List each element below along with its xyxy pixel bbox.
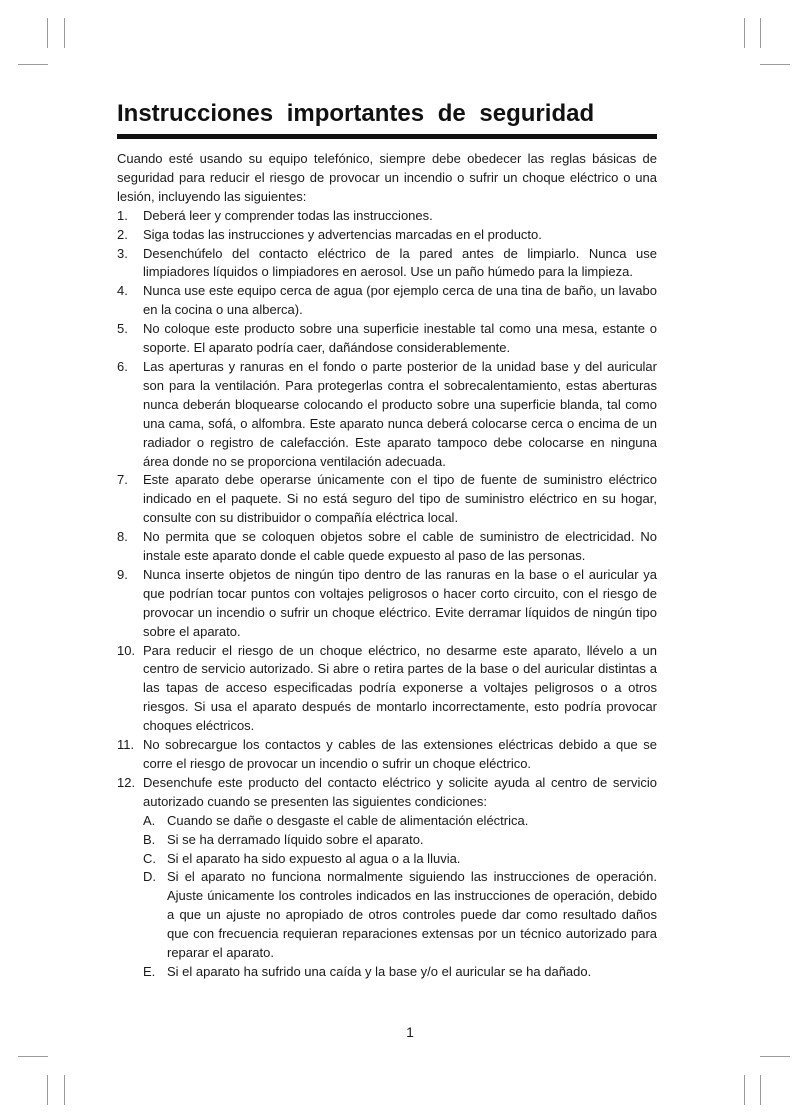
item-text: Desenchufe este producto del contacto eléctrico y solicite ayuda al centro de servicio autorizado cuando se presenten las siguientes condiciones: — [143, 774, 657, 809]
condition-list — [143, 812, 657, 982]
item-number: 8. — [117, 529, 128, 545]
crop-mark — [760, 1075, 761, 1105]
list-item — [117, 320, 657, 358]
crop-mark — [760, 1056, 790, 1057]
item-text: Para reducir el riesgo de un choque eléctrico, no desarme este aparato, llévelo a un centro de servicio autorizado. Si abre o retira partes de la base o del auricular distintas a las tapas de acceso especificadas podría exponerse a voltajes peligrosos o a otros riesgos. Si usa el aparato después de montarlo incorrectamente, esto podría provocar choques eléctricos. — [143, 642, 657, 734]
sub-list-item — [143, 812, 657, 831]
crop-mark — [760, 64, 790, 65]
item-number: 12. — [117, 774, 136, 790]
list-item — [117, 471, 657, 528]
item-number: 5. — [117, 321, 128, 337]
sub-list-item — [143, 963, 657, 982]
list-item — [117, 642, 657, 737]
crop-mark — [744, 1075, 745, 1105]
item-number: 11. — [117, 737, 135, 753]
list-item — [117, 528, 657, 566]
sub-item-text: Cuando se dañe o desgaste el cable de alimentación eléctrica. — [167, 812, 529, 828]
title-underline — [117, 134, 657, 139]
crop-mark — [18, 1056, 48, 1057]
crop-mark — [760, 18, 761, 48]
list-item — [117, 566, 657, 642]
intro-paragraph: Cuando esté usando su equipo telefónico, siempre debe obedecer las reglas básicas de seguridad para reducir el riesgo de provocar un incendio o sufrir un choque eléctrico o una lesión, incluyendo las siguientes: — [117, 151, 657, 204]
sub-item-letter: B. — [143, 831, 156, 847]
sub-item-text: Si el aparato ha sido expuesto al agua o a la lluvia. — [167, 850, 461, 866]
item-text: Siga todas las instrucciones y advertencias marcadas en el producto. — [143, 226, 542, 242]
list-item — [117, 282, 657, 320]
item-text: No permita que se coloquen objetos sobre el cable de suministro de electricidad. No instale este aparato donde el cable quede expuesto al paso de las personas. — [143, 529, 657, 564]
item-number: 9. — [117, 566, 128, 582]
page-number: 1 — [406, 1024, 414, 1040]
item-body — [143, 774, 657, 982]
sub-item-text: Si el aparato ha sufrido una caída y la base y/o el auricular se ha dañado. — [167, 963, 592, 979]
item-number: 10. — [117, 642, 136, 658]
item-text: Nunca inserte objetos de ningún tipo dentro de las ranuras en la base o el auricular ya que podrían tocar puntos con voltajes peligrosos o hacer corto circuito, con el riesgo de provocar un incendio o sufrir un choque eléctrico. Evite derramar líquidos de ningún tipo sobre el aparato. — [143, 566, 657, 639]
instruction-list — [117, 207, 657, 982]
item-number: 7. — [117, 472, 128, 488]
item-text: Este aparato debe operarse únicamente con el tipo de fuente de suministro eléctrico indicado en el paquete. Si no está seguro del tipo de suministro eléctrico en su hogar, consulte con su distribuidor o compañía eléctrica local. — [143, 472, 657, 526]
item-number: 3. — [117, 245, 128, 261]
item-number: 2. — [117, 226, 128, 242]
item-text: No sobrecargue los contactos y cables de las extensiones eléctricas debido a que se corre el riesgo de provocar un incendio o sufrir un choque eléctrico. — [143, 737, 657, 771]
sub-item-letter: E. — [143, 963, 156, 979]
sub-item-letter: D. — [143, 869, 156, 885]
list-item — [117, 207, 657, 226]
sub-item-letter: C. — [143, 850, 156, 866]
list-item — [117, 774, 657, 982]
list-item — [117, 226, 657, 245]
safety-instructions — [117, 150, 657, 982]
sub-list-item — [143, 831, 657, 850]
crop-mark — [64, 1075, 65, 1105]
item-number: 4. — [117, 283, 128, 299]
item-text: Las aperturas y ranuras en el fondo o parte posterior de la unidad base y del auricular son para la ventilación. Para protegerlas contra el sobrecalentamiento, estas aberturas nunca deberán bloquearse colocando el producto sobre una superficie blanda, tal como una cama, sofá, o alfombra. Este aparato nunca deberá colocarse cerca o encima de un radiador o registro de calefacción. Este aparato tampoco debe colocarse en ninguna área donde no se proporciona ventilación adecuada. — [143, 358, 657, 469]
item-text: Desenchúfelo del contacto eléctrico de la pared antes de limpiarlo. Nunca use limpiadores líquidos o limpiadores en aerosol. Use un paño húmedo para la limpieza. — [143, 245, 657, 280]
item-text: Deberá leer y comprender todas las instrucciones. — [143, 207, 433, 223]
sub-item-text: Si se ha derramado líquido sobre el aparato. — [167, 831, 424, 847]
list-item — [117, 736, 657, 774]
crop-mark — [744, 18, 745, 48]
sub-list-item — [143, 850, 657, 869]
crop-mark — [47, 18, 48, 48]
crop-mark — [47, 1075, 48, 1105]
crop-mark — [18, 64, 48, 65]
sub-list-item — [143, 868, 657, 963]
list-item — [117, 358, 657, 471]
page-title: Instrucciones importantes de seguridad — [117, 100, 595, 127]
item-text: Nunca use este equipo cerca de agua (por ejemplo cerca de una tina de baño, un lavabo en la cocina o una alberca). — [143, 283, 657, 318]
crop-mark — [64, 18, 65, 48]
item-number: 1. — [117, 207, 128, 223]
list-item — [117, 245, 657, 283]
item-text: No coloque este producto sobre una superficie inestable tal como una mesa, estante o soporte. El aparato podría caer, dañándose considerablemente. — [143, 321, 657, 356]
item-number: 6. — [117, 358, 128, 374]
sub-item-text: Si el aparato no funciona normalmente siguiendo las instrucciones de operación. Ajuste únicamente los controles indicados en las instrucciones de operación, debido a que un ajuste no apropiado de otros controles puede dar como resultado daños que con frecuencia requieran reparaciones extensas por un técnico autorizado para reparar el aparato. — [167, 869, 657, 961]
sub-item-letter: A. — [143, 812, 156, 828]
